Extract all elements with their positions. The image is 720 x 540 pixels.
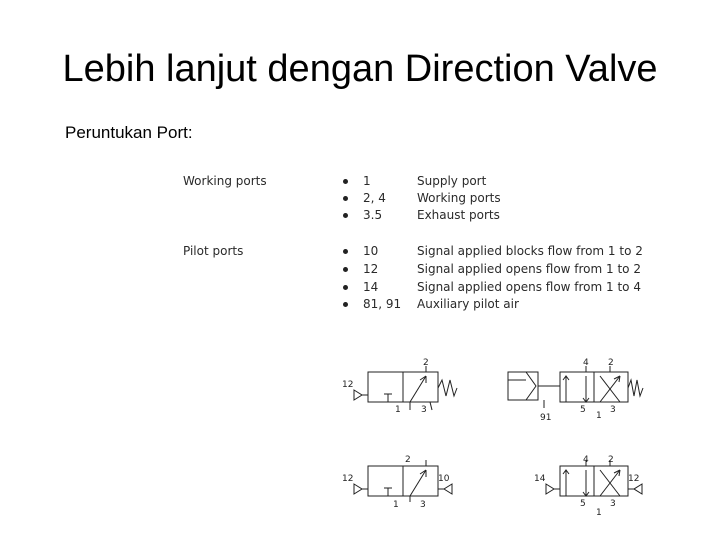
bullet xyxy=(343,213,348,218)
port-description: Signal applied blocks flow from 1 to 2 xyxy=(417,244,643,258)
port-number: 10 xyxy=(363,244,379,258)
supply-port-label: 1 xyxy=(395,405,401,415)
pilot-right-label: 12 xyxy=(628,474,640,484)
port-number: 14 xyxy=(363,280,379,294)
bullet xyxy=(343,302,348,307)
pilot-left-label: 14 xyxy=(534,474,546,484)
supply-port-label: 1 xyxy=(596,411,602,421)
valve-right-box xyxy=(403,466,438,496)
valve-diagram-5-2-double-pilot xyxy=(530,452,670,518)
pilot-right-label: 10 xyxy=(438,474,450,484)
output-port-label: 2 xyxy=(405,455,411,465)
bullet xyxy=(343,285,348,290)
supply-port-label: 1 xyxy=(393,500,399,510)
port-number: 3.5 xyxy=(363,208,383,222)
port-description: Working ports xyxy=(417,191,501,205)
working-ports-label: Working ports xyxy=(183,174,267,188)
port-description: Signal applied opens flow from 1 to 2 xyxy=(417,262,641,276)
valve-diagram-5-2-aux-pilot xyxy=(500,358,645,422)
aux-port-label: 91 xyxy=(540,413,552,422)
port-description: Exhaust ports xyxy=(417,208,500,222)
port-number: 81, 91 xyxy=(363,297,402,311)
output-b-label: 2 xyxy=(608,358,614,368)
output-a-label: 4 xyxy=(583,358,589,368)
port-description: Supply port xyxy=(417,174,487,188)
slide-subtitle: Peruntukan Port: xyxy=(65,123,193,142)
supply-port-label: 1 xyxy=(596,508,602,518)
exhaust-a-label: 5 xyxy=(580,499,586,509)
port-number: 12 xyxy=(363,262,379,276)
output-port-label: 2 xyxy=(423,358,429,368)
output-b-label: 2 xyxy=(608,455,614,465)
exhaust-b-label: 3 xyxy=(610,499,616,509)
pilot-left-label: 12 xyxy=(342,474,354,484)
port-number: 1 xyxy=(363,174,371,188)
valve-diagram-3-2-pilot-spring xyxy=(338,358,458,420)
pilot-port-label: 12 xyxy=(342,380,354,390)
slide-title: Lebih lanjut dengan Direction Valve xyxy=(62,48,658,90)
valve-diagram-3-2-double-pilot xyxy=(338,452,458,512)
valve-right-box xyxy=(403,372,438,402)
exhaust-a-label: 5 xyxy=(580,405,586,415)
port-description: Auxiliary pilot air xyxy=(417,297,519,311)
bullet xyxy=(343,196,348,201)
bullet xyxy=(343,179,348,184)
bullet xyxy=(343,249,348,254)
output-a-label: 4 xyxy=(583,455,589,465)
exhaust-port-label: 3 xyxy=(421,405,427,415)
bullet xyxy=(343,267,348,272)
valve-left-box xyxy=(368,372,403,402)
valve-left-box xyxy=(368,466,403,496)
port-description: Signal applied opens flow from 1 to 4 xyxy=(417,280,641,294)
exhaust-port-label: 3 xyxy=(420,500,426,510)
port-number: 2, 4 xyxy=(363,191,386,205)
exhaust-b-label: 3 xyxy=(610,405,616,415)
pilot-ports-label: Pilot ports xyxy=(183,244,244,258)
